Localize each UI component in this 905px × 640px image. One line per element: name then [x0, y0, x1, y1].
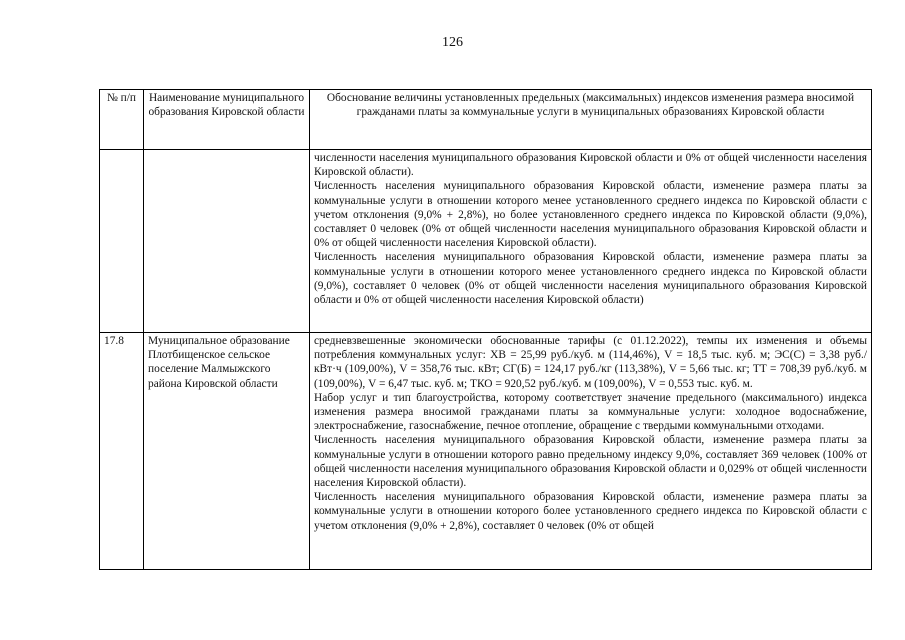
table-row-17-8	[100, 333, 872, 570]
tariff-index-table	[99, 89, 872, 570]
municipality-name-cell: Муниципальное образование Плотбищенское сельское поселение Малмыжского района Кировской области	[144, 333, 310, 570]
municipality-name-cell	[144, 150, 310, 333]
basis-paragraph: Численность населения муниципального образования Кировской области, изменение размера платы за коммунальные услуги в отношении которого более установленного среднего индекса по Кировской области с учетом отклонения (9,0% + 2,8%), составляет 0 человек (0% от общей	[314, 491, 867, 532]
header-municipality-name: Наименование муниципального образования Кировской области	[144, 90, 310, 150]
header-basis: Обоснование величины установленных предельных (максимальных) индексов изменения размера вносимой гражданами платы за коммунальные услуги в муниципальных образованиях Кировской области	[310, 90, 872, 150]
basis-paragraph: Численность населения муниципального образования Кировской области, изменение размера платы за коммунальные услуги в отношении которого менее установленного среднего индекса по Кировской области (9,0%), составляет 0 человек (0% от общей численности населения муниципального образования Кировской области и 0% от общей численности населения Кировской области)	[314, 251, 867, 307]
table-header-row	[100, 90, 872, 150]
header-number: № п/п	[100, 90, 144, 150]
basis-paragraph: средневзвешенные экономически обоснованные тарифы (с 01.12.2022), темпы их изменения и объемы потребления коммунальных услуг: ХВ = 25,99 руб./куб. м (114,46%), V = 18,5 тыс. куб. м; ЭС(С) = 3,38 руб./кВт·ч (109,00%), V = 358,76 тыс. кВт; СГ(Б) = 124,17 руб./кг (113,38%), V = 5,66 тыс. кг; ТТ = 708,39 руб./куб. м (109,00%), V = 6,47 тыс. куб. м; ТКО = 920,52 руб./куб. м (109,00%), V = 0,553 тыс. куб. м.	[314, 335, 867, 390]
basis-paragraph: Численность населения муниципального образования Кировской области, изменение размера платы за коммунальные услуги в отношении которого менее установленного среднего индекса по Кировской области с учетом отклонения (9,0% + 2,8%), но более установленного среднего индекса по Кировской области (9,0%), составляет 0 человек (0% от общей численности населения муниципального образования Кировской области и 0% от общей численности населения Кировской области).	[314, 180, 867, 250]
basis-paragraph: Численность населения муниципального образования Кировской области, изменение размера платы за коммунальные услуги в отношении которого равно предельному индексу 9,0%, составляет 369 человек (100% от общей численности населения муниципального образования Кировской области и 0,029% от общей численности населения Кировской области).	[314, 434, 867, 490]
table-row-continuation	[100, 150, 872, 333]
row-number-cell: 17.8	[100, 333, 144, 570]
basis-cell	[310, 150, 872, 333]
row-number-cell	[100, 150, 144, 333]
basis-paragraph: численности населения муниципального образования Кировской области и 0% от общей численности населения Кировской области).	[314, 152, 867, 179]
basis-paragraph: Набор услуг и тип благоустройства, которому соответствует значение предельного (максимального) индекса изменения размера вносимой гражданами платы за коммунальные услуги: холодное водоснабжение, электроснабжение, газоснабжение, печное отопление, обращение с твердыми коммунальными отходами.	[314, 391, 867, 433]
page-number: 126	[442, 35, 463, 50]
basis-cell	[310, 333, 872, 570]
